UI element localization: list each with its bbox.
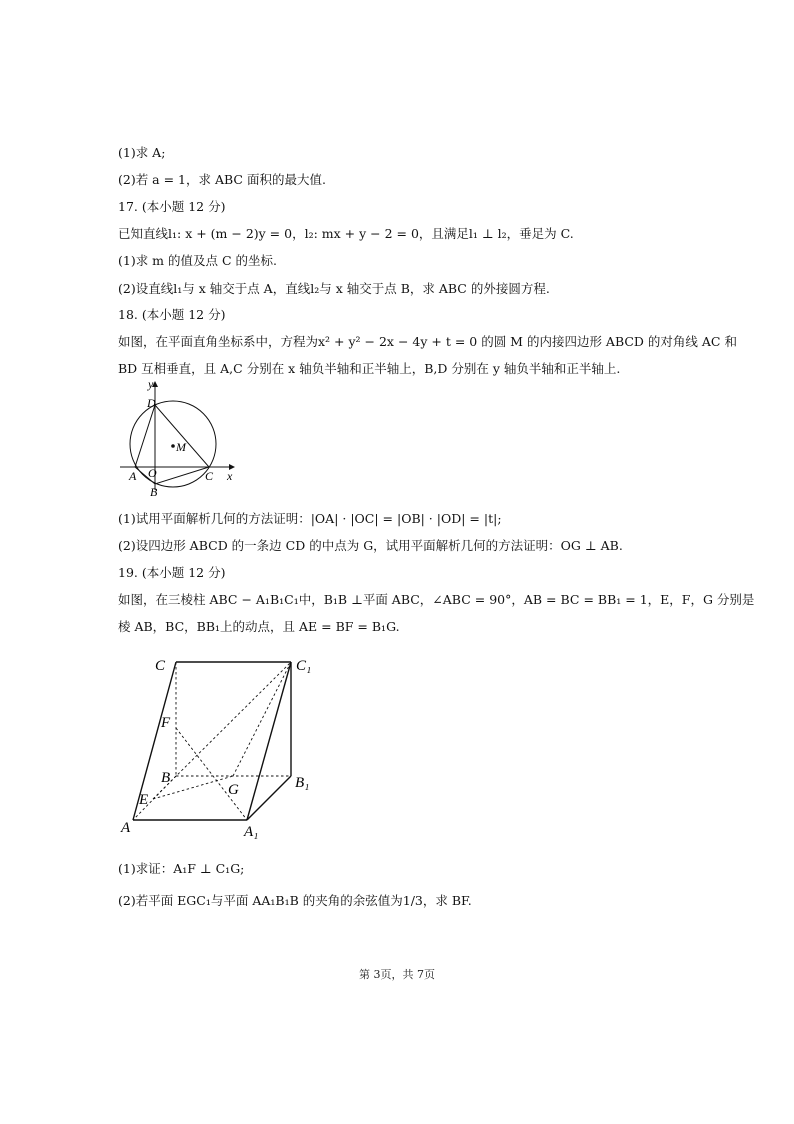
center-m-dot	[171, 444, 175, 448]
q16-part1: (1)求 A;	[118, 145, 166, 160]
q19-part1: (1)求证：A₁F ⊥ C₁G;	[118, 861, 245, 876]
label-a: A	[129, 469, 137, 483]
label-d: D	[147, 396, 156, 410]
label-x: x	[227, 469, 233, 483]
label-c: C	[205, 469, 214, 483]
label-c1: C₁	[296, 658, 312, 674]
q17-part2: (2)设直线l₁与 x 轴交于点 A，直线l₂与 x 轴交于点 B，求 ABC 的外接圆方程.	[118, 281, 550, 296]
label-c: C	[155, 658, 166, 674]
label-m: M	[176, 440, 186, 454]
q18-part1: (1)试用平面解析几何的方法证明：|OA| · |OC| = |OB| · |OD| = |t|;	[118, 511, 502, 526]
label-a: A	[121, 820, 131, 836]
label-g: G	[228, 782, 239, 798]
q18-part2: (2)设四边形 ABCD 的一条边 CD 的中点为 G，试用平面解析几何的方法证明：OG ⊥ AB.	[118, 538, 623, 553]
label-b: B	[150, 485, 158, 499]
q17-header: 17. (本小题 12 分)	[118, 199, 226, 214]
q19-part2: (2)若平面 EGC₁与平面 AA₁B₁B 的夹角的余弦值为1/3，求 BF.	[118, 893, 472, 908]
label-e: E	[139, 792, 149, 808]
q17-part1: (1)求 m 的值及点 C 的坐标.	[118, 253, 277, 268]
label-y: y	[148, 377, 154, 391]
quadrilateral-abcd	[135, 405, 209, 484]
prism-figure	[115, 650, 335, 840]
label-a1: A₁	[244, 824, 259, 840]
label-b: B	[161, 770, 171, 786]
label-o: O	[148, 466, 157, 480]
q18-stem-line1: 如图，在平面直角坐标系中，方程为x² + y² − 2x − 4y + t = 0 的圆 M 的内接四边形 ABCD 的对角线 AC 和	[118, 334, 737, 349]
q18-header: 18. (本小题 12 分)	[118, 307, 226, 322]
circle-figure	[112, 376, 242, 500]
page-footer: 第 3页，共 7页	[359, 968, 435, 981]
label-f: F	[161, 715, 171, 731]
q17-stem: 已知直线l₁: x + (m − 2)y = 0，l₂: mx + y − 2 = 0，且满足l₁ ⊥ l₂，垂足为 C.	[118, 226, 574, 241]
q19-stem-line2: 棱 AB，BC，BB₁上的动点，且 AE = BF = B₁G.	[118, 619, 400, 634]
q16-part2: (2)若 a = 1，求 ABC 面积的最大值.	[118, 172, 326, 187]
q19-header: 19. (本小题 12 分)	[118, 565, 226, 580]
q18-stem-line2: BD 互相垂直，且 A,C 分别在 x 轴负半轴和正半轴上，B,D 分别在 y 轴负半轴和正半轴上.	[118, 361, 621, 376]
q19-stem-line1: 如图，在三棱柱 ABC − A₁B₁C₁中，B₁B ⊥平面 ABC，∠ABC = 90°，AB = BC = BB₁ = 1，E，F，G 分别是	[118, 592, 755, 607]
label-b1: B₁	[295, 775, 310, 791]
